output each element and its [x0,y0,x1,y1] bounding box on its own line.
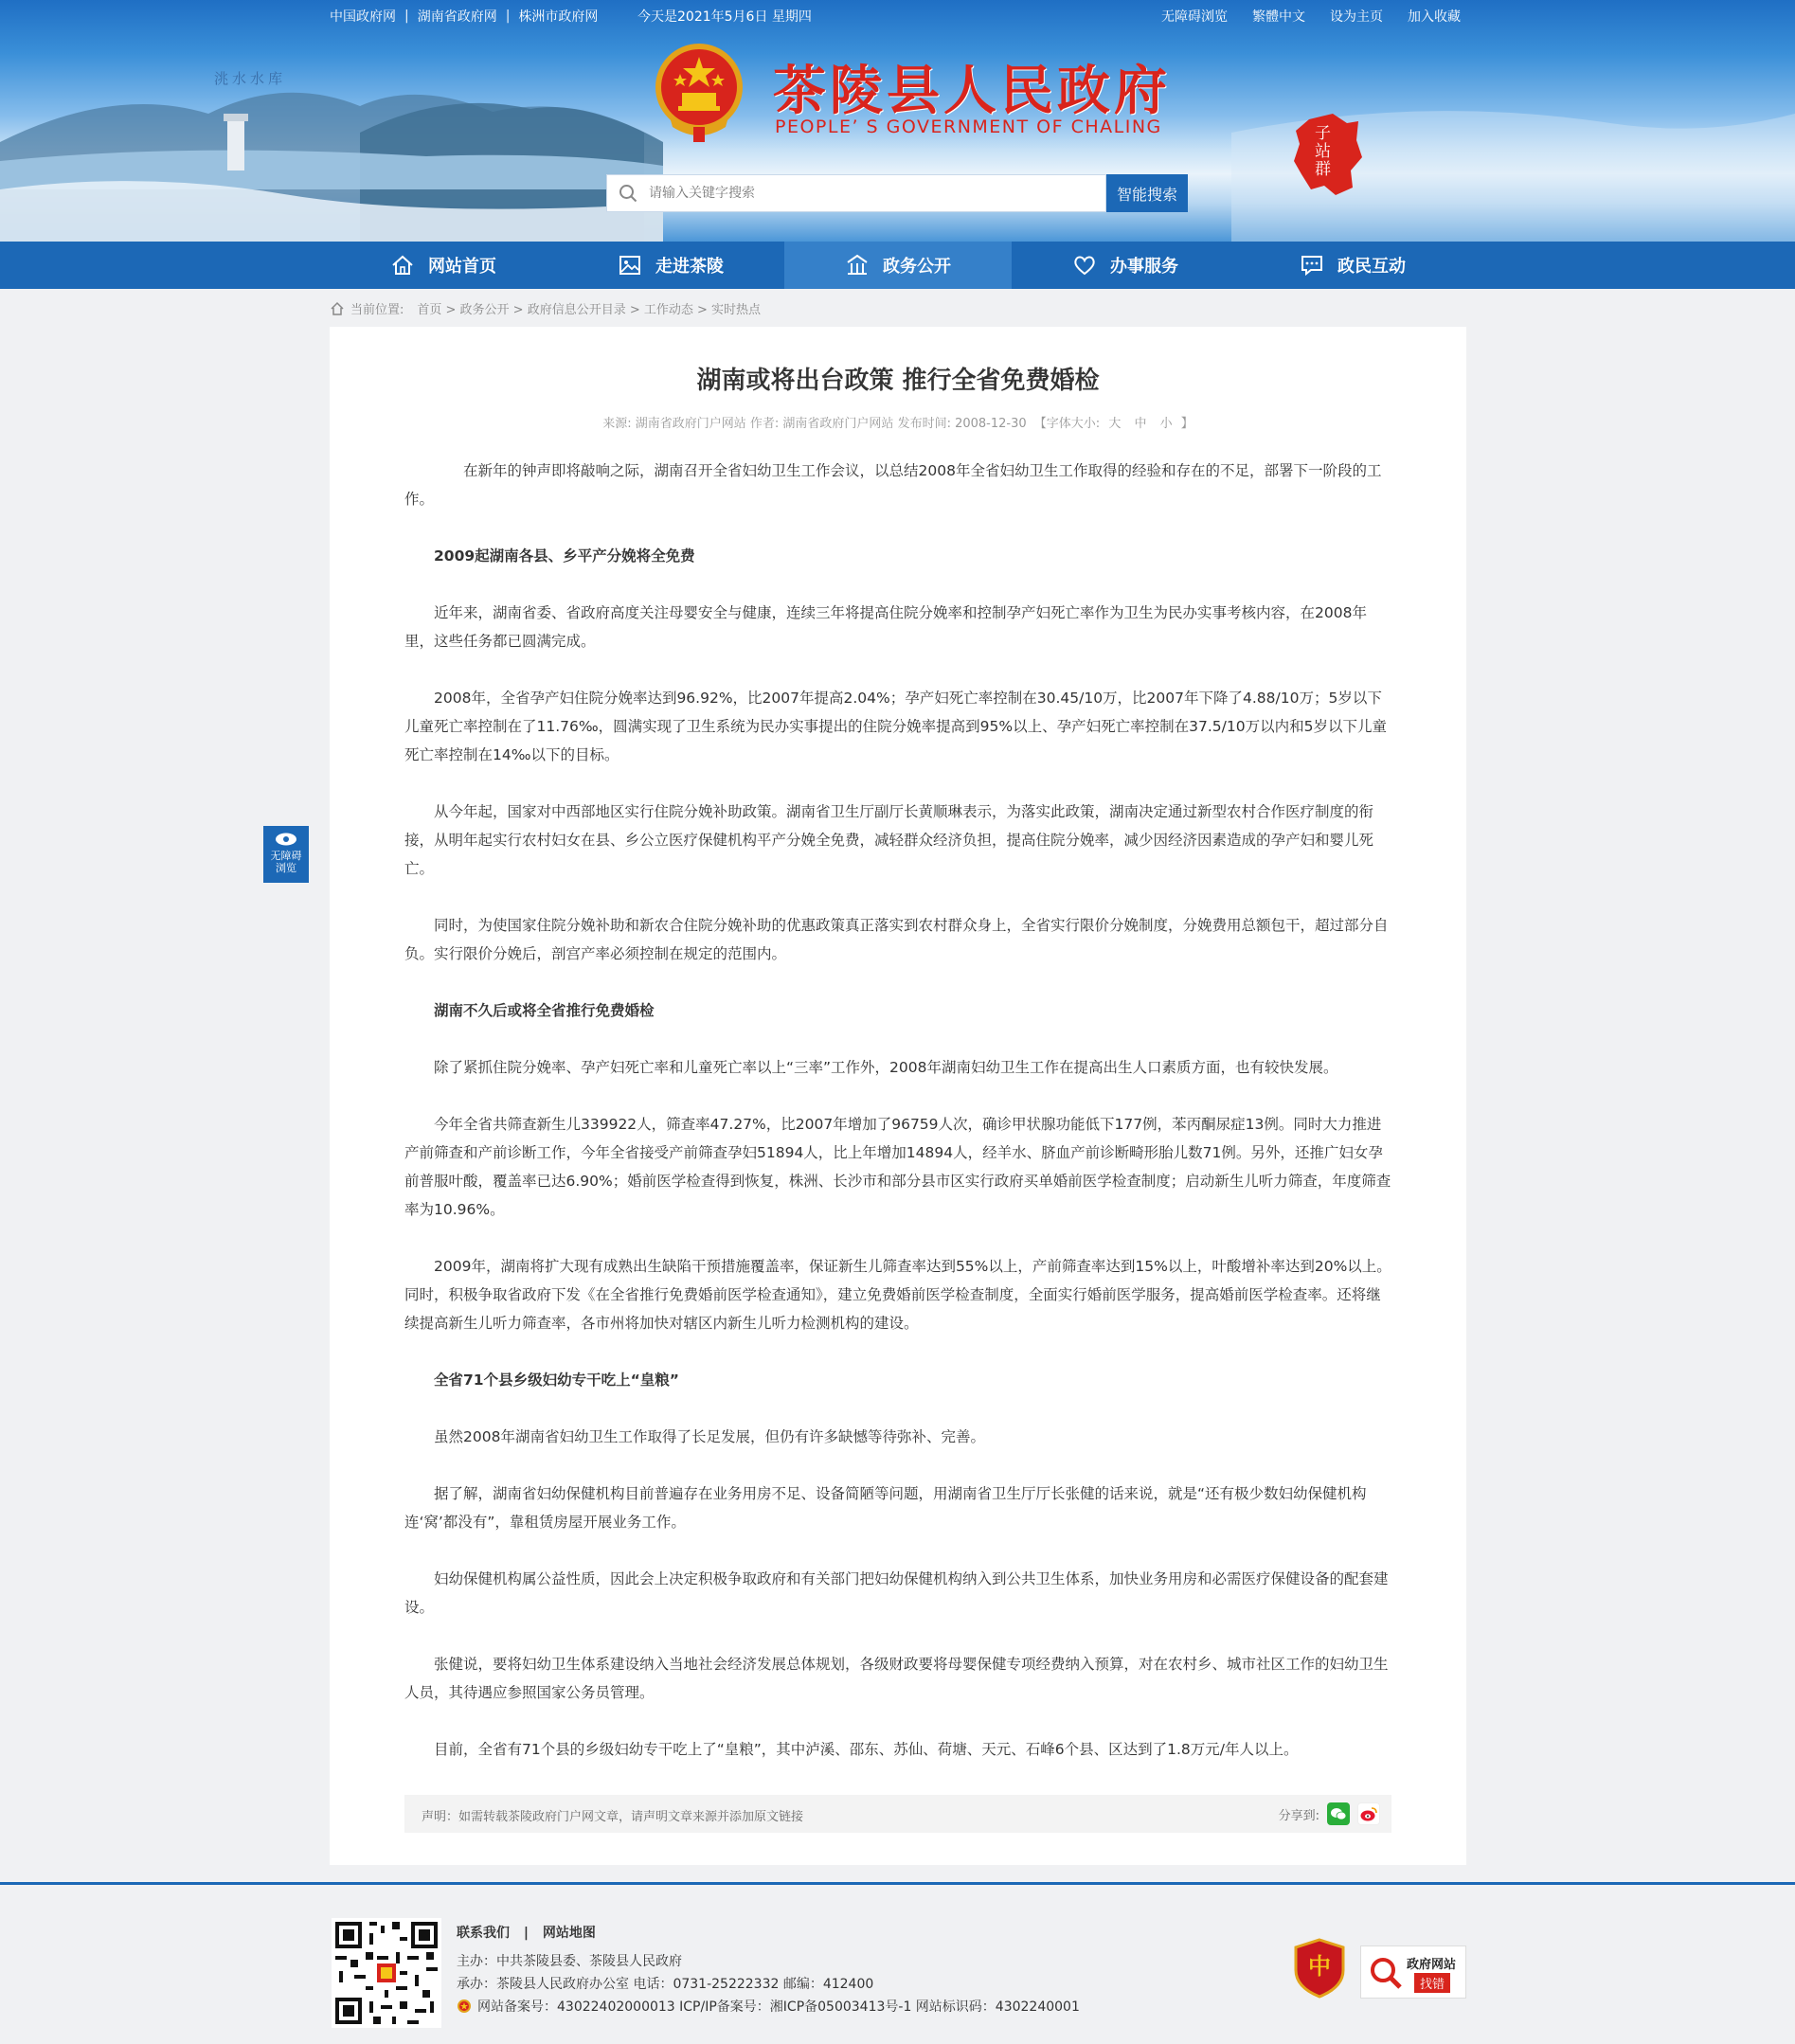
article-title: 湖南或将出台政策 推行全省免费婚检 [696,367,1100,395]
nav-item-services[interactable] [1012,242,1239,289]
findwrong-label: 政府网站 [1407,1958,1457,1972]
article-subheading: 全省71个县乡级妇幼专干吃上“皇粮” [434,1372,679,1389]
article-paragraph: 2009年，湖南将扩大现有成熟出生缺陷干预措施覆盖率，保证新生儿筛查率达到55%以上，产前筛查率达到15%以上，叶酸增补率达到20%以上。同时，积极争取省政府下发《在全省推行免费婚前医学检查通知》，建立免费婚前医学检查制度，全面实行婚前医学服务，提高婚前医学检查率。还将继续提高新生儿听力筛查率，各市州将加快对辖区内新生儿听力检测机构的建设。 [404,1258,1391,1332]
article-paragraph: 除了紧抓住院分娩率、孕产妇死亡率和儿童死亡率以上“三率”工作外，2008年湖南妇幼卫生工作在提高出生人口素质方面，也有较快发展。 [434,1059,1338,1076]
article-paragraph: 虽然2008年湖南省妇幼卫生工作取得了长足发展，但仍有许多缺憾等待弥补、完善。 [434,1428,985,1445]
link-hunan-gov[interactable]: 湖南省政府网 [417,9,497,25]
site-header [0,0,1795,242]
findwrong-tag: 找错 [1414,1973,1450,1993]
separator: | [505,9,511,24]
magnifier-icon [1367,1954,1405,1992]
article-paragraph: 据了解，湖南省妇幼保健机构目前普遍存在业务用房不足、设备简陋等问题，用湖南省卫生厅厅长张健的话来说，就是“还有极少数妇幼保健机构连‘窝’都没有”，靠租赁房屋开展业务工作。 [404,1485,1367,1531]
article-paragraph: 今年全省共筛查新生儿339922人，筛查率47.27%，比2007年增加了96759人次，确诊甲状腺功能低下177例，苯丙酮尿症13例。同时大力推进产前筛查和产前诊断工作，今年全省接受产前筛查孕妇51894人，比上年增加14894人，经羊水、脐血产前诊断畸形胎儿数71例。另外，还推广妇女孕前普服叶酸，覆盖率已达6.90%；婚前医学检查得到恢复，株洲、长沙市和部分县市区实行政府买单婚前医学检查制度；启动新生儿听力筛查，年度筛查率为10.96%。 [404,1116,1391,1218]
nav-item-gov-affairs[interactable] [784,242,1012,289]
a11y-label: 无障碍 [270,850,302,862]
breadcrumb-prefix: 当前位置: [350,303,404,317]
svg-text:中: 中 [1308,1952,1331,1980]
footer-organizer: 承办：茶陵县人民政府办公室 电话：0731-25222332 邮编：412400 [457,1977,874,1992]
separator: | [523,1926,529,1941]
today-date: 今天是2021年5月6日 星期四 [637,9,812,25]
footer-links [457,1923,596,1942]
article-paragraph: 2008年，全省孕产妇住院分娩率达到96.92%，比2007年提高2.04%；孕产妇死亡率控制在30.45/10万，比2007年下降了4.88/10万；5岁以下儿童死亡率控制在了11.76‰，圆满实现了卫生系统为民办实事提出的住院分娩率提高到95%以上、孕产妇死亡率控制在37.5/10万以内和5岁以下儿童死亡率控制在14‰以下的目标。 [404,690,1387,763]
site-title: 茶陵县人民政府 [773,60,1171,122]
article-paragraph: 同时，为使国家住院分娩补助和新农合住院分娩补助的优惠政策真正落实到农村群众身上，全省实行限价分娩制度，分娩费用总额包干，超过部分自负。实行限价分娩后，剖宫产率必须控制在规定的范围内。 [404,917,1389,962]
search-icon [619,184,637,203]
font-size-large-button[interactable]: 大 [1108,417,1122,431]
footer-record-line [457,1997,1080,2016]
substation-char: 站 [1315,142,1331,161]
article-paragraph: 从今年起，国家对中西部地区实行住院分娩补助政策。湖南省卫生厅副厅长黄顺琳表示，为落实此政策，湖南决定通过新型农村合作医疗制度的衔接，从明年起实行农村妇女在县、乡公立医疗保健机构平产分娩全免费，减轻群众经济负担，提高住院分娩率，减少因经济因素造成的孕产妇和婴儿死亡。 [404,803,1374,877]
party-gov-badge-icon[interactable] [1292,1938,1347,1999]
date-label: 发布时间: [897,417,951,431]
nav-item-label: 走进茶陵 [655,257,724,277]
home-icon [390,253,415,278]
heart-icon [1072,253,1097,278]
police-badge-icon [457,1999,472,2014]
article-panel [330,327,1466,1865]
font-size-medium-button[interactable]: 中 [1134,417,1147,431]
chat-icon [1300,253,1324,278]
qr-code-icon [332,1918,441,2028]
breadcrumb [330,299,761,317]
substation-group-button[interactable] [1290,112,1364,197]
main-nav [0,242,1795,289]
national-emblem-icon [652,40,746,146]
add-favorite-link[interactable]: 加入收藏 [1408,9,1461,25]
font-size-end: 】 [1180,417,1194,431]
gov-site-find-error-button[interactable] [1360,1945,1466,1999]
declaration-text: 声明：如需转载茶陵政府门户网文章，请声明文章来源并添加原文链接 [422,1810,804,1824]
accessibility-float-button[interactable] [263,826,309,883]
author-value: 湖南省政府门户网站 [782,417,894,431]
font-size-control [1031,417,1194,431]
article-paragraph: 目前，全省有71个县的乡级妇幼专干吃上了“皇粮”，其中泸溪、邵东、苏仙、荷塘、天元、石峰6个县、区达到了1.8万元/年人以上。 [434,1741,1299,1758]
substation-char: 子 [1315,124,1331,143]
top-bar [0,0,1795,30]
source-value: 湖南省政府门户网站 [635,417,746,431]
eye-icon [274,832,298,847]
nav-item-label: 政务公开 [883,257,951,277]
nav-item-label: 网站首页 [428,257,496,277]
article-meta [330,413,1466,431]
font-size-label: 【字体大小: [1033,417,1101,431]
source-label: 来源: [602,417,632,431]
footer-host: 主办：中共茶陵县委、茶陵县人民政府 [457,1954,682,1969]
building-icon [845,253,870,278]
reservoir-label: 洮水水库 [214,70,287,87]
article-subheading: 2009起湖南各县、乡平产分娩将全免费 [434,547,695,565]
article-paragraph: 张健说，要将妇幼卫生体系建设纳入当地社会经济发展总体规划，各级财政要将母婴保健专项经费纳入预算，对在农村乡、城市社区工作的妇幼卫生人员，其待遇应参照国家公务员管理。 [404,1656,1389,1701]
article-paragraph: 妇幼保健机构属公益性质，因此会上决定积极争取政府和有关部门把妇幼保健机构纳入到公共卫生体系，加快业务用房和必需医疗保健设备的配套建设。 [404,1570,1389,1616]
footer-record: 网站备案号：43022402000013 ICP/IP备案号：湘ICP备05003413号-1 网站标识码：4302240001 [477,1999,1080,2015]
substation-char: 群 [1315,160,1331,179]
site-map-link[interactable]: 网站地图 [542,1926,596,1941]
weibo-share-icon[interactable] [1357,1802,1380,1825]
set-homepage-link[interactable]: 设为主页 [1330,9,1383,25]
traditional-chinese-link[interactable]: 繁體中文 [1252,9,1305,25]
author-label: 作者: [749,417,780,431]
publish-date: 2008-12-30 [955,417,1027,431]
nav-item-home[interactable] [330,242,557,289]
article-paragraph: 在新年的钟声即将敲响之际，湖南召开全省妇幼卫生工作会议，以总结2008年全省妇幼卫生工作取得的经验和存在的不足，部署下一阶段的工作。 [404,462,1382,508]
font-size-small-button[interactable]: 小 [1159,417,1173,431]
site-footer [0,1882,1795,2044]
a11y-label: 浏览 [276,862,296,874]
article-paragraph: 近年来，湖南省委、省政府高度关注母婴安全与健康，连续三年将提高住院分娩率和控制孕产妇死亡率作为卫生为民办实事考核内容，在2008年里，这些任务都已圆满完成。 [404,604,1367,650]
accessibility-link[interactable]: 无障碍浏览 [1161,9,1228,25]
link-zhuzhou-gov[interactable]: 株洲市政府网 [518,9,599,25]
search-bar [606,174,1188,212]
article-subheading: 湖南不久后或将全省推行免费婚检 [434,1002,655,1019]
smart-search-button[interactable]: 智能搜索 [1106,174,1188,212]
search-input[interactable] [649,186,1066,201]
picture-icon [618,253,642,278]
nav-item-about[interactable] [557,242,784,289]
contact-us-link[interactable]: 联系我们 [457,1926,510,1941]
article-content [404,457,1391,1792]
share-label: 分享到: [1278,1808,1319,1823]
nav-item-label: 政民互动 [1337,257,1406,277]
home-icon [330,301,345,316]
wechat-share-icon[interactable] [1327,1802,1350,1825]
nav-item-interaction[interactable] [1239,242,1466,289]
link-gov-cn[interactable]: 中国政府网 [330,9,396,25]
separator: | [404,9,409,24]
share-area [1279,1802,1380,1825]
nav-item-label: 办事服务 [1110,257,1178,277]
site-subtitle: PEOPLE’ S GOVERNMENT OF CHALING [775,117,1162,137]
declaration-bar [404,1795,1391,1833]
search-input-wrap [606,174,1106,212]
breadcrumb-path[interactable]: 首页 > 政务公开 > 政府信息公开目录 > 工作动态 > 实时热点 [417,303,762,317]
